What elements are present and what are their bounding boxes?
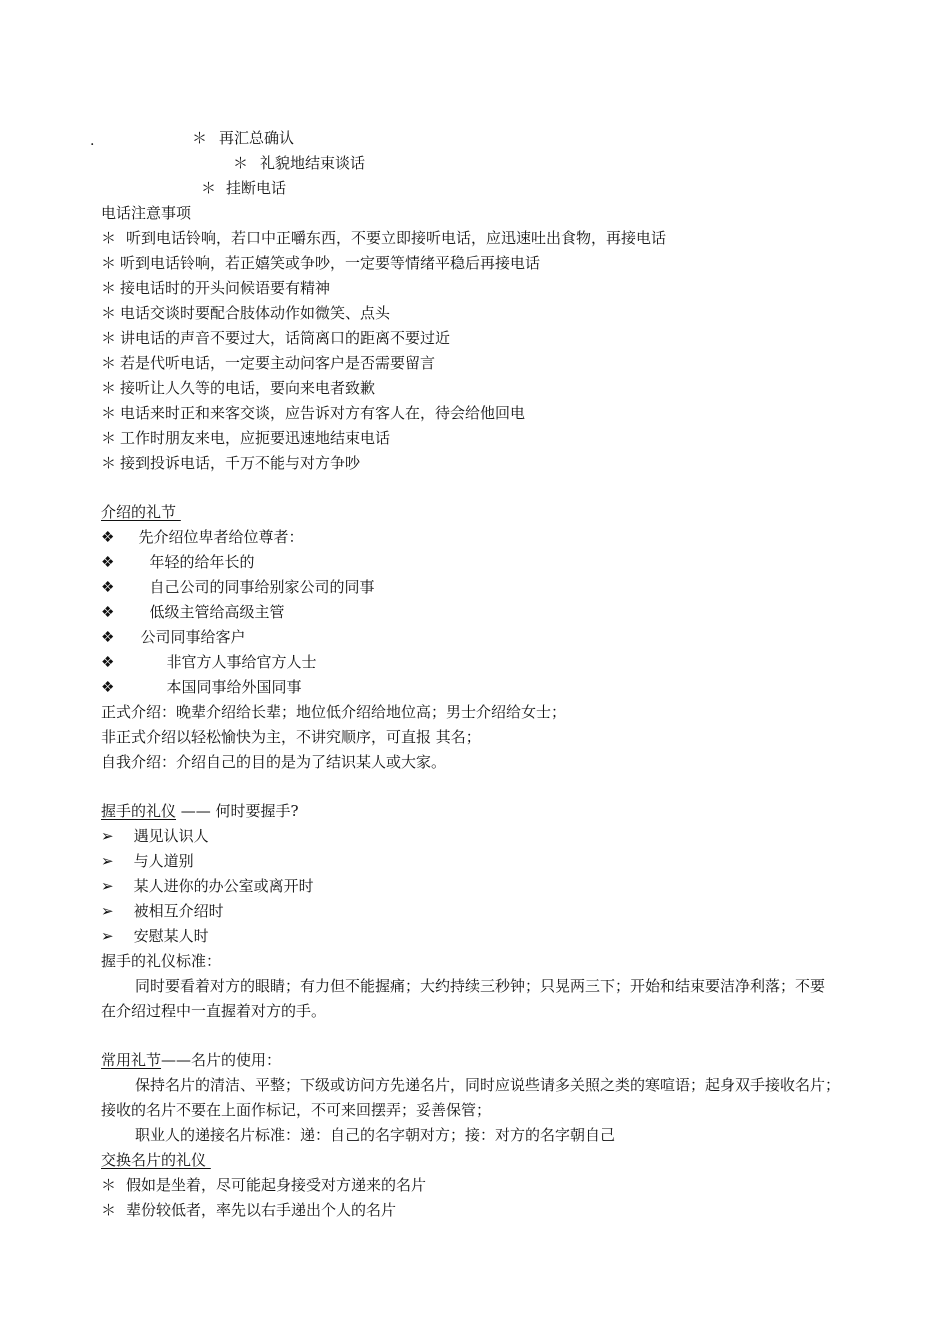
- exchange-cards-heading-text: 交换名片的礼仪: [101, 1151, 207, 1169]
- diamond-bullet-icon: ❖: [101, 528, 115, 546]
- step-line: [201, 178, 286, 198]
- asterisk-icon: ＊: [201, 179, 217, 197]
- list-item-text: 本国同事给外国同事: [166, 678, 302, 696]
- handshake-heading: [101, 801, 299, 821]
- list-item-text: 与人道别: [133, 852, 194, 870]
- list-item: [101, 353, 435, 373]
- informal-intro-text: 非正式介绍以轻松愉快为主，不讲究顺序，可直报 其名；: [101, 728, 481, 746]
- list-item: [101, 577, 374, 597]
- arrow-bullet-icon: ➢: [101, 852, 114, 870]
- formal-intro-text: 正式介绍：晚辈介绍给长辈；地位低介绍给地位高；男士介绍给女士；: [101, 703, 567, 721]
- asterisk-icon: ＊: [101, 329, 117, 347]
- handshake-standard-text: 在介绍过程中一直握着对方的手。: [101, 1002, 327, 1020]
- cards-paragraph: 保持名片的清洁、平整；下级或访问方先递名片，同时应说些请多关照之类的寒喧语；起身双手接收名片；: [135, 1076, 841, 1094]
- list-item-text: 听到电话铃响，若口中正嚼东西，不要立即接听电话，应迅速吐出食物，再接电话: [126, 229, 667, 247]
- asterisk-icon: ＊: [101, 304, 117, 322]
- list-item-text: 安慰某人时: [133, 927, 209, 945]
- list-item-text: 遇见认识人: [133, 827, 209, 845]
- list-item: [101, 627, 245, 647]
- list-item-text: 听到电话铃响，若正嬉笑或争吵，一定要等情绪平稳后再接电话: [120, 254, 541, 272]
- list-item-text: 年轻的给年长的: [149, 553, 255, 571]
- arrow-bullet-icon: ➢: [101, 927, 114, 945]
- asterisk-icon: ＊: [101, 404, 117, 422]
- list-item: [101, 602, 284, 622]
- list-item: [101, 926, 209, 946]
- list-item-text: 非官方人事给官方人士: [166, 653, 317, 671]
- step-line: [233, 153, 365, 173]
- list-item-text: 接到投诉电话，千万不能与对方争吵: [120, 454, 361, 472]
- diamond-bullet-icon: ❖: [101, 603, 115, 621]
- diamond-bullet-icon: ❖: [101, 628, 115, 646]
- list-item: [101, 652, 316, 672]
- list-item-text: 自己公司的同事给别家公司的同事: [149, 578, 375, 596]
- diamond-bullet-icon: ❖: [101, 553, 115, 571]
- cards-standard-text: 职业人的递接名片标准：递：自己的名字朝对方；接：对方的名字朝自己: [135, 1126, 616, 1144]
- list-item-text: 接电话时的开头问候语要有精神: [120, 279, 331, 297]
- diamond-bullet-icon: ❖: [101, 678, 115, 696]
- intro-heading: [101, 502, 181, 522]
- asterisk-icon: ＊: [101, 279, 117, 297]
- list-item: [101, 826, 209, 846]
- stray-dot: .: [90, 133, 95, 149]
- list-item: [101, 303, 390, 323]
- exchange-cards-heading: [101, 1150, 211, 1170]
- asterisk-icon: ＊: [101, 229, 117, 247]
- arrow-bullet-icon: ➢: [101, 827, 114, 845]
- cards-heading-text: 常用礼节: [101, 1051, 162, 1069]
- handshake-heading-text: 握手的礼仪: [101, 802, 177, 820]
- step-line: [192, 128, 294, 148]
- list-item: [101, 378, 375, 398]
- list-item: [101, 851, 194, 871]
- list-item: [101, 552, 254, 572]
- list-item-text: 辈份较低者，率先以右手递出个人的名片: [126, 1201, 397, 1219]
- handshake-standard-title: 握手的礼仪标准：: [101, 952, 222, 970]
- cards-heading: [101, 1050, 281, 1070]
- list-item: [101, 1200, 396, 1220]
- asterisk-icon: ＊: [101, 379, 117, 397]
- asterisk-icon: ＊: [101, 1176, 117, 1194]
- list-item: [101, 428, 390, 448]
- asterisk-icon: ＊: [101, 254, 117, 272]
- intro-heading-text: 介绍的礼节: [101, 503, 177, 521]
- list-item-text: 电话交谈时要配合肢体动作如微笑、点头: [120, 304, 391, 322]
- list-item: [101, 228, 666, 248]
- list-item: [101, 453, 360, 473]
- asterisk-icon: ＊: [233, 154, 249, 172]
- step-text: 挂断电话: [226, 179, 287, 197]
- arrow-bullet-icon: ➢: [101, 877, 114, 895]
- list-item-text: 公司同事给客户: [140, 628, 246, 646]
- list-item-text: 某人进你的办公室或离开时: [133, 877, 314, 895]
- asterisk-icon: ＊: [101, 354, 117, 372]
- list-item-text: 被相互介绍时: [133, 902, 224, 920]
- self-intro-text: 自我介绍：介绍自己的目的是为了结识某人或大家。: [101, 753, 447, 771]
- arrow-bullet-icon: ➢: [101, 902, 114, 920]
- list-item-text: 电话来时正和来客交谈，应告诉对方有客人在，待会给他回电: [120, 404, 526, 422]
- diamond-bullet-icon: ❖: [101, 653, 115, 671]
- diamond-bullet-icon: ❖: [101, 578, 115, 596]
- list-item-text: 接听让人久等的电话，要向来电者致歉: [120, 379, 376, 397]
- list-item: [101, 527, 303, 547]
- asterisk-icon: ＊: [101, 429, 117, 447]
- list-item-text: 假如是坐着，尽可能起身接受对方递来的名片: [126, 1176, 427, 1194]
- asterisk-icon: ＊: [192, 129, 208, 147]
- cards-paragraph: 接收的名片不要在上面作标记，不可来回摆弄；妥善保管；: [101, 1101, 492, 1119]
- step-text: 礼貌地结束谈话: [260, 154, 366, 172]
- list-item: [101, 253, 540, 273]
- list-item: [101, 328, 450, 348]
- handshake-heading-suffix: —— 何时要握手?: [176, 802, 299, 820]
- list-item: [101, 901, 224, 921]
- phone-notes-heading: 电话注意事项: [101, 204, 192, 222]
- list-item-text: 若是代听电话，一定要主动问客户是否需要留言: [120, 354, 436, 372]
- list-item: [101, 876, 314, 896]
- asterisk-icon: ＊: [101, 454, 117, 472]
- step-text: 再汇总确认: [219, 129, 295, 147]
- list-item-text: 讲电话的声音不要过大，话筒离口的距离不要过近: [120, 329, 451, 347]
- list-item: [101, 403, 525, 423]
- list-item-text: 先介绍位卑者给位尊者：: [138, 528, 304, 546]
- list-item: [101, 1175, 426, 1195]
- list-item-text: 工作时朋友来电，应扼要迅速地结束电话: [120, 429, 391, 447]
- cards-heading-suffix: ——名片的使用：: [161, 1051, 282, 1069]
- asterisk-icon: ＊: [101, 1201, 117, 1219]
- list-item: [101, 278, 330, 298]
- handshake-standard-text: 同时要看着对方的眼睛；有力但不能握痛；大约持续三秒钟；只晃两三下；开始和结束要洁净利落；不要: [135, 977, 826, 995]
- list-item-text: 低级主管给高级主管: [149, 603, 285, 621]
- list-item: [101, 677, 301, 697]
